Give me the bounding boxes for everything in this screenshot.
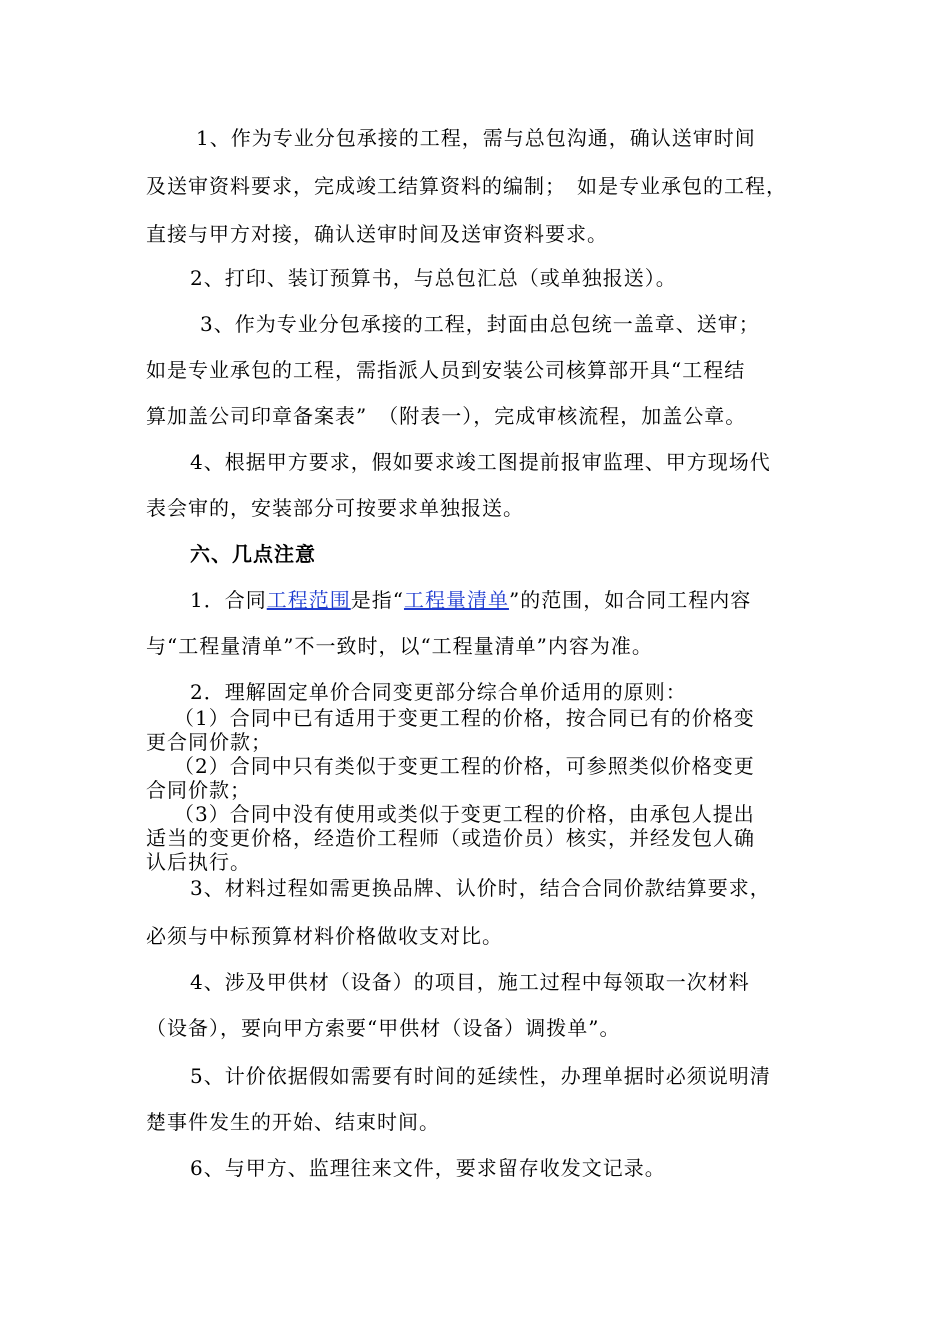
- paragraph-2: 2、打印、装订预算书，与总包汇总（或单独报送）。: [190, 266, 677, 290]
- section-heading: 六、几点注意: [190, 542, 316, 566]
- note-2-line-7: 适当的变更价格，经造价工程师（或造价员）核实，并经发包人确: [146, 826, 755, 850]
- note-5-line-2: 楚事件发生的开始、结束时间。: [146, 1110, 440, 1134]
- note-6: 6、与甲方、监理往来文件，要求留存收发文记录。: [190, 1156, 666, 1180]
- note-2-line-5: 合同价款；: [146, 778, 251, 802]
- note-3-line-2: 必须与中标预算材料价格做收支对比。: [146, 924, 503, 948]
- paragraph-1-line-2: 及送审资料要求，完成竣工结算资料的编制； 如是专业承包的工程，: [146, 174, 787, 198]
- paragraph-4-line-2: 表会审的，安装部分可按要求单独报送。: [146, 496, 524, 520]
- link-project-scope[interactable]: 工程范围: [266, 588, 351, 612]
- paragraph-1-line-3: 直接与甲方对接，确认送审时间及送审资料要求。: [146, 222, 608, 246]
- paragraph-4-line-1: 4、根据甲方要求，假如要求竣工图提前报审监理、甲方现场代: [190, 450, 771, 474]
- note-1-line-2: 与“工程量清单”不一致时，以“工程量清单”内容为准。: [146, 634, 653, 658]
- note-2-line-4: （2）合同中只有类似于变更工程的价格，可参照类似价格变更: [174, 754, 755, 778]
- note-1-pre: 1．合同: [190, 588, 267, 612]
- note-4-line-1: 4、涉及甲供材（设备）的项目，施工过程中每领取一次材料: [190, 970, 750, 994]
- note-2-line-1: 2．理解固定单价合同变更部分综合单价适用的原则：: [190, 680, 687, 704]
- note-2-line-3: 更合同价款；: [146, 730, 272, 754]
- note-3-line-1: 3、材料过程如需更换品牌、认价时，结合合同价款结算要求，: [190, 876, 771, 900]
- note-1-line-1: [190, 588, 751, 612]
- link-bill-of-quantities[interactable]: 工程量清单: [403, 588, 509, 612]
- note-1-post: ”的范围，如合同工程内容: [508, 588, 752, 612]
- paragraph-3-line-1: 3、作为专业分包承接的工程，封面由总包统一盖章、送审；: [200, 312, 760, 336]
- note-4-line-2: （设备），要向甲方索要“甲供材（设备）调拨单”。: [146, 1016, 621, 1040]
- paragraph-1-line-1: 1、作为专业分包承接的工程，需与总包沟通，确认送审时间: [196, 126, 756, 150]
- note-2-line-8: 认后执行。: [146, 850, 251, 874]
- paragraph-3-line-3: 算加盖公司印章备案表” （附表一），完成审核流程，加盖公章。: [146, 404, 747, 428]
- note-2-line-2: （1）合同中已有适用于变更工程的价格，按合同已有的价格变: [174, 706, 755, 730]
- note-5-line-1: 5、计价依据假如需要有时间的延续性，办理单据时必须说明清: [190, 1064, 771, 1088]
- paragraph-3-line-2: 如是专业承包的工程，需指派人员到安装公司核算部开具“工程结: [146, 358, 746, 382]
- note-2-line-6: （3）合同中没有使用或类似于变更工程的价格，由承包人提出: [174, 802, 755, 826]
- note-1-mid: 是指“: [350, 588, 404, 612]
